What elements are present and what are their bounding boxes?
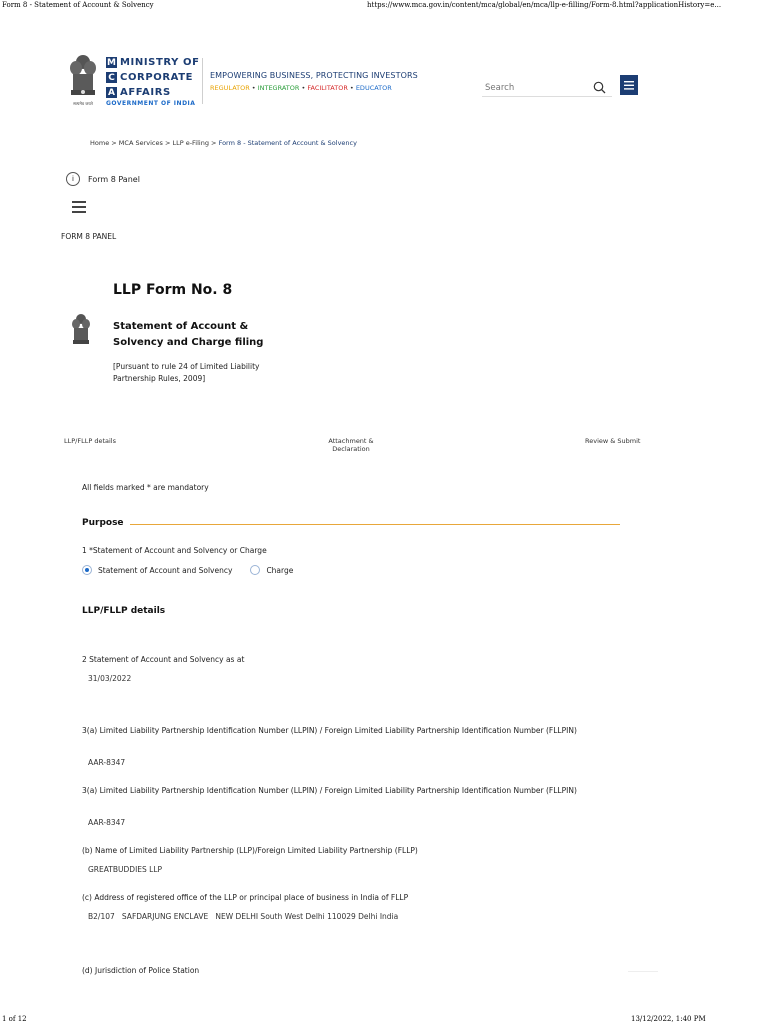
form-panel-label: Form 8 Panel xyxy=(88,174,140,184)
government-of-india-label: GOVERNMENT OF INDIA xyxy=(106,100,196,107)
breadcrumb-home[interactable]: Home xyxy=(90,139,110,147)
menu-icon xyxy=(624,81,634,90)
tagline: EMPOWERING BUSINESS, PROTECTING INVESTORS xyxy=(210,71,418,80)
step-review-submit[interactable]: Review & Submit xyxy=(585,437,641,445)
qc-label: (c) Address of registered office of the LLP or principal place of business in India of FLLP xyxy=(82,893,409,902)
search-box xyxy=(482,75,612,97)
qb-label: (b) Name of Limited Liability Partnership (LLP)/Foreign Limited Liability Partnership (FLLP) xyxy=(82,846,418,855)
logo-line-2: CORPORATE xyxy=(120,72,194,83)
role-integrator: INTEGRATOR xyxy=(257,84,300,92)
purpose-divider xyxy=(130,524,620,525)
q3a-repeat-label: 3(a) Limited Liability Partnership Identification Number (LLPIN) / Foreign Limited Liability Partnership Identification Number (FLLPIN) xyxy=(82,786,577,795)
print-header-url: https://www.mca.gov.in/content/mca/global/en/mca/llp-e-filling/Form-8.html?applicationHistory=e... xyxy=(367,1,722,9)
breadcrumb-mca-services[interactable]: MCA Services xyxy=(118,139,163,147)
logo-letter-m: M xyxy=(107,57,116,68)
role-educator: EDUCATOR xyxy=(355,84,392,92)
logo-letter-c: C xyxy=(106,72,117,83)
mandatory-note: All fields marked * are mandatory xyxy=(82,483,209,492)
radio-statement[interactable] xyxy=(82,565,92,575)
radio-charge[interactable] xyxy=(250,565,260,575)
form-rule-note: [Pursuant to rule 24 of Limited Liability Partnership Rules, 2009] xyxy=(113,362,260,383)
logo-line-3: AFFAIRS xyxy=(120,87,171,98)
form-subtitle: Statement of Account & Solvency and Charge filing xyxy=(113,321,264,348)
q2-label: 2 Statement of Account and Solvency as at xyxy=(82,655,245,664)
breadcrumb: Home > MCA Services > LLP e-Filing > Form 8 - Statement of Account & Solvency xyxy=(90,139,357,147)
panel-caption: FORM 8 PANEL xyxy=(61,232,117,241)
q3a-repeat-value[interactable]: AAR-8347 xyxy=(88,818,126,827)
role-facilitator: FACILITATOR xyxy=(307,84,348,92)
form-panel-toggle[interactable] xyxy=(66,172,140,186)
role-regulator: REGULATOR xyxy=(210,84,250,92)
role-tags: REGULATOR • INTEGRATOR • FACILITATOR • EDUCATOR xyxy=(210,84,392,92)
main-menu-button[interactable] xyxy=(620,75,638,95)
logo-letter-a: A xyxy=(106,87,117,98)
breadcrumb-current: Form 8 - Statement of Account & Solvency xyxy=(218,139,357,147)
print-footer-datetime: 13/12/2022, 1:40 PM xyxy=(631,1015,706,1023)
search-icon[interactable] xyxy=(593,79,606,98)
print-header-title: Form 8 - Statement of Account & Solvency xyxy=(2,1,154,9)
logo-line-1: MINISTRY OF xyxy=(120,57,200,68)
q1-radio-group xyxy=(82,565,293,575)
purpose-heading: Purpose xyxy=(82,518,124,528)
step-attachment-declaration[interactable]: Attachment & Declaration xyxy=(328,437,374,453)
ministry-logo[interactable] xyxy=(106,55,200,107)
qc-value[interactable]: B2/107 SAFDARJUNG ENCLAVE NEW DELHI South West Delhi 110029 Delhi India xyxy=(88,912,399,921)
national-emblem-icon xyxy=(66,52,100,110)
step-llp-details[interactable]: LLP/FLLP details xyxy=(64,437,116,445)
emblem-small-icon xyxy=(70,312,92,354)
radio-statement-label: Statement of Account and Solvency xyxy=(98,565,233,575)
q1-label: 1 *Statement of Account and Solvency or Charge xyxy=(82,546,267,555)
qd-label: (d) Jurisdiction of Police Station xyxy=(82,966,200,975)
qb-value[interactable]: GREATBUDDIES LLP xyxy=(88,865,163,874)
radio-option-statement[interactable] xyxy=(82,565,232,575)
info-icon: i xyxy=(66,172,80,186)
header-divider xyxy=(202,58,203,104)
qd-field-edge xyxy=(628,971,658,972)
radio-charge-label: Charge xyxy=(266,565,294,575)
print-footer-page: 1 of 12 xyxy=(2,1015,27,1023)
emblem-caption: सत्यमेव जयते xyxy=(73,101,93,106)
panel-menu-icon[interactable] xyxy=(72,201,86,216)
form-title: LLP Form No. 8 xyxy=(113,282,233,298)
search-input[interactable] xyxy=(482,79,588,97)
q3a-label: 3(a) Limited Liability Partnership Identification Number (LLPIN) / Foreign Limited Liability Partnership Identification Number (FLLPIN) xyxy=(82,726,577,735)
q3a-value[interactable]: AAR-8347 xyxy=(88,758,126,767)
llp-details-heading: LLP/FLLP details xyxy=(82,606,166,616)
breadcrumb-llp-efiling[interactable]: LLP e-Filing xyxy=(172,139,209,147)
q2-value[interactable]: 31/03/2022 xyxy=(88,674,132,683)
radio-option-charge[interactable] xyxy=(250,565,293,575)
